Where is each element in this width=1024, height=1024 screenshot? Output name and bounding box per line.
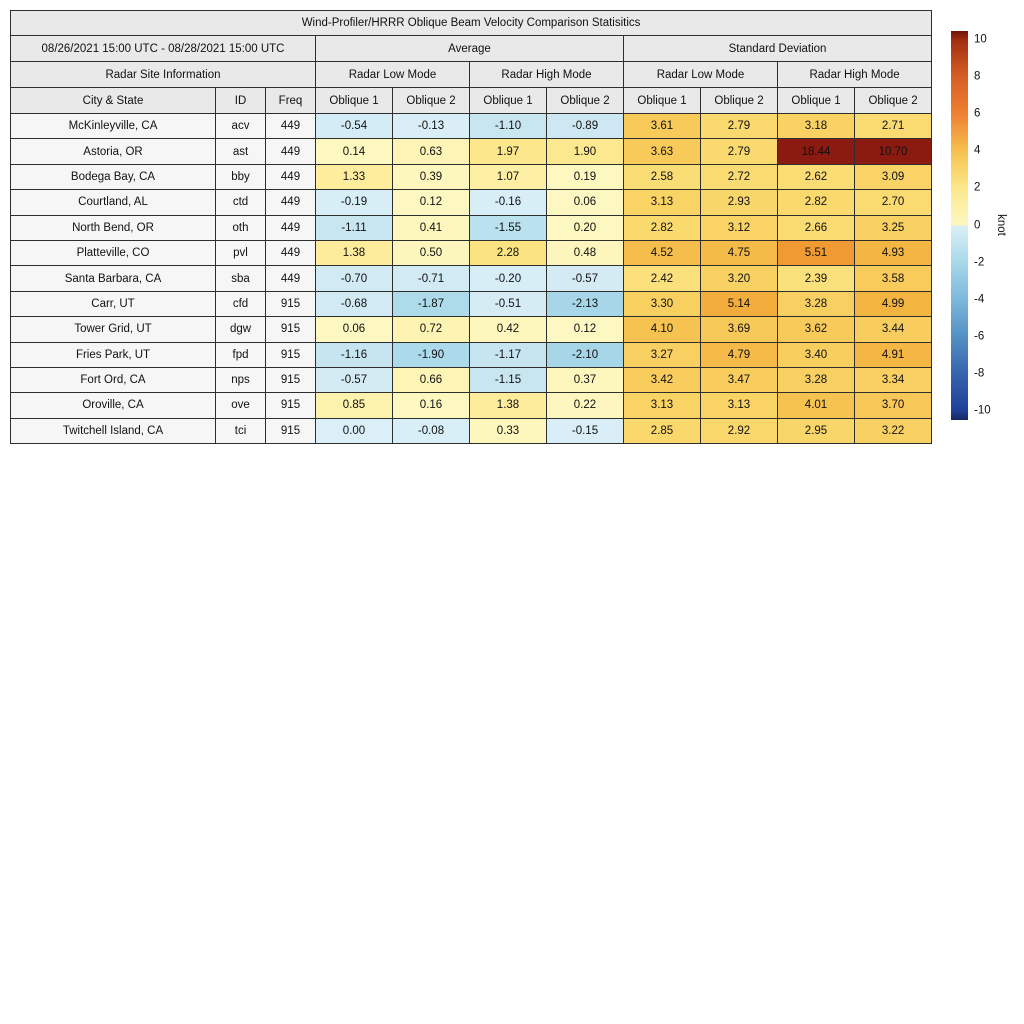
colorbar-tick-label: -8 [974, 366, 985, 379]
value-cell: -1.15 [470, 367, 547, 392]
site-info-header: Radar Site Information [11, 62, 316, 88]
value-cell: 3.30 [624, 291, 701, 316]
avg-low-oblique1-header: Oblique 1 [316, 88, 393, 114]
value-cell: 2.62 [778, 164, 855, 189]
value-cell: -1.87 [393, 291, 470, 316]
freq-cell: 915 [266, 367, 316, 392]
value-cell: -0.51 [470, 291, 547, 316]
value-cell: -2.10 [547, 342, 624, 367]
value-cell: 2.82 [624, 215, 701, 240]
colorbar-gradient [951, 31, 968, 420]
value-cell: 4.91 [855, 342, 932, 367]
city-state-header: City & State [11, 88, 216, 114]
city-cell: Twitchell Island, CA [11, 418, 216, 443]
freq-cell: 449 [266, 114, 316, 139]
colorbar-tick-label: 2 [974, 181, 981, 194]
value-cell: 1.33 [316, 164, 393, 189]
id-cell: ove [216, 393, 266, 418]
value-cell: -0.89 [547, 114, 624, 139]
table-row [11, 240, 932, 265]
value-cell: 3.34 [855, 367, 932, 392]
freq-cell: 449 [266, 190, 316, 215]
colorbar-unit-label: knot [995, 214, 1007, 236]
value-cell: 3.13 [624, 393, 701, 418]
city-cell: Platteville, CO [11, 240, 216, 265]
columns-row [11, 88, 932, 114]
table-row [11, 114, 932, 139]
colorbar-tick-label: -10 [974, 403, 991, 416]
value-cell: 2.70 [855, 190, 932, 215]
value-cell: 0.12 [393, 190, 470, 215]
value-cell: -0.20 [470, 266, 547, 291]
statistics-table [10, 10, 932, 444]
value-cell: 10.70 [855, 139, 932, 164]
id-cell: ast [216, 139, 266, 164]
colorbar-tick-label: 4 [974, 144, 981, 157]
value-cell: 3.47 [701, 367, 778, 392]
value-cell: 2.79 [701, 139, 778, 164]
table-row [11, 190, 932, 215]
city-cell: North Bend, OR [11, 215, 216, 240]
id-cell: acv [216, 114, 266, 139]
id-cell: bby [216, 164, 266, 189]
value-cell: 3.18 [778, 114, 855, 139]
value-cell: 0.06 [547, 190, 624, 215]
group-row [11, 36, 932, 62]
average-group-header: Average [316, 36, 624, 62]
colorbar-tick-label: 10 [974, 33, 987, 46]
freq-cell: 915 [266, 291, 316, 316]
colorbar-tick-label: -2 [974, 255, 985, 268]
value-cell: -1.17 [470, 342, 547, 367]
value-cell: 5.51 [778, 240, 855, 265]
value-cell: 3.28 [778, 291, 855, 316]
value-cell: 0.20 [547, 215, 624, 240]
city-cell: Santa Barbara, CA [11, 266, 216, 291]
freq-cell: 915 [266, 418, 316, 443]
value-cell: 0.37 [547, 367, 624, 392]
std-low-oblique1-header: Oblique 1 [624, 88, 701, 114]
value-cell: -0.19 [316, 190, 393, 215]
id-header: ID [216, 88, 266, 114]
value-cell: 4.01 [778, 393, 855, 418]
value-cell: -0.57 [547, 266, 624, 291]
value-cell: 3.42 [624, 367, 701, 392]
value-cell: -0.16 [470, 190, 547, 215]
value-cell: -1.11 [316, 215, 393, 240]
value-cell: 2.39 [778, 266, 855, 291]
value-cell: 0.72 [393, 317, 470, 342]
std-high-oblique2-header: Oblique 2 [855, 88, 932, 114]
table-row [11, 291, 932, 316]
value-cell: 3.70 [855, 393, 932, 418]
table-row [11, 164, 932, 189]
city-cell: Oroville, CA [11, 393, 216, 418]
table-row [11, 266, 932, 291]
id-cell: dgw [216, 317, 266, 342]
colorbar [951, 31, 1024, 420]
value-cell: 0.22 [547, 393, 624, 418]
avg-low-mode-header: Radar Low Mode [316, 62, 470, 88]
value-cell: 2.85 [624, 418, 701, 443]
id-cell: pvl [216, 240, 266, 265]
table-row [11, 367, 932, 392]
freq-cell: 915 [266, 342, 316, 367]
value-cell: -0.54 [316, 114, 393, 139]
city-cell: Carr, UT [11, 291, 216, 316]
value-cell: 0.06 [316, 317, 393, 342]
city-cell: Tower Grid, UT [11, 317, 216, 342]
value-cell: 3.62 [778, 317, 855, 342]
value-cell: -0.70 [316, 266, 393, 291]
value-cell: 4.75 [701, 240, 778, 265]
value-cell: 0.12 [547, 317, 624, 342]
value-cell: 3.44 [855, 317, 932, 342]
period-header: 08/26/2021 15:00 UTC - 08/28/2021 15:00 UTC [11, 36, 316, 62]
freq-cell: 449 [266, 240, 316, 265]
table-row [11, 139, 932, 164]
table-row [11, 393, 932, 418]
value-cell: -0.71 [393, 266, 470, 291]
freq-cell: 915 [266, 393, 316, 418]
value-cell: 3.63 [624, 139, 701, 164]
value-cell: -1.10 [470, 114, 547, 139]
freq-cell: 449 [266, 164, 316, 189]
table-row [11, 342, 932, 367]
value-cell: 4.52 [624, 240, 701, 265]
value-cell: 2.95 [778, 418, 855, 443]
value-cell: 1.38 [316, 240, 393, 265]
city-cell: Fries Park, UT [11, 342, 216, 367]
value-cell: 3.13 [701, 393, 778, 418]
value-cell: 0.66 [393, 367, 470, 392]
value-cell: 0.33 [470, 418, 547, 443]
table-row [11, 317, 932, 342]
freq-cell: 449 [266, 215, 316, 240]
colorbar-tick-label: -4 [974, 292, 985, 305]
std-high-mode-header: Radar High Mode [778, 62, 932, 88]
value-cell: -0.57 [316, 367, 393, 392]
freq-cell: 915 [266, 317, 316, 342]
value-cell: 3.28 [778, 367, 855, 392]
value-cell: 0.50 [393, 240, 470, 265]
city-cell: Fort Ord, CA [11, 367, 216, 392]
std-low-mode-header: Radar Low Mode [624, 62, 778, 88]
value-cell: 0.39 [393, 164, 470, 189]
avg-high-oblique2-header: Oblique 2 [547, 88, 624, 114]
colorbar-tick-label: 8 [974, 70, 981, 83]
value-cell: -0.13 [393, 114, 470, 139]
value-cell: 4.99 [855, 291, 932, 316]
value-cell: 18.44 [778, 139, 855, 164]
mode-row [11, 62, 932, 88]
colorbar-tick-label: 0 [974, 218, 981, 231]
value-cell: 3.13 [624, 190, 701, 215]
value-cell: -1.55 [470, 215, 547, 240]
value-cell: 2.66 [778, 215, 855, 240]
value-cell: 3.20 [701, 266, 778, 291]
value-cell: 0.48 [547, 240, 624, 265]
colorbar-tick-label: 6 [974, 107, 981, 120]
city-cell: McKinleyville, CA [11, 114, 216, 139]
value-cell: -0.68 [316, 291, 393, 316]
avg-high-oblique1-header: Oblique 1 [470, 88, 547, 114]
id-cell: ctd [216, 190, 266, 215]
value-cell: -0.15 [547, 418, 624, 443]
value-cell: 0.16 [393, 393, 470, 418]
value-cell: 2.58 [624, 164, 701, 189]
value-cell: 0.14 [316, 139, 393, 164]
id-cell: tci [216, 418, 266, 443]
freq-cell: 449 [266, 139, 316, 164]
value-cell: 0.85 [316, 393, 393, 418]
value-cell: 0.41 [393, 215, 470, 240]
value-cell: 0.00 [316, 418, 393, 443]
freq-cell: 449 [266, 266, 316, 291]
value-cell: 1.07 [470, 164, 547, 189]
avg-high-mode-header: Radar High Mode [470, 62, 624, 88]
table-row [11, 215, 932, 240]
value-cell: 0.42 [470, 317, 547, 342]
std-group-header: Standard Deviation [624, 36, 932, 62]
id-cell: sba [216, 266, 266, 291]
std-high-oblique1-header: Oblique 1 [778, 88, 855, 114]
table-title: Wind-Profiler/HRRR Oblique Beam Velocity Comparison Statisitics [11, 11, 932, 36]
avg-low-oblique2-header: Oblique 2 [393, 88, 470, 114]
value-cell: -1.16 [316, 342, 393, 367]
value-cell: 3.69 [701, 317, 778, 342]
freq-header: Freq [266, 88, 316, 114]
value-cell: 4.79 [701, 342, 778, 367]
value-cell: 3.61 [624, 114, 701, 139]
value-cell: 2.28 [470, 240, 547, 265]
city-cell: Astoria, OR [11, 139, 216, 164]
value-cell: 2.82 [778, 190, 855, 215]
colorbar-tick-label: -6 [974, 329, 985, 342]
id-cell: nps [216, 367, 266, 392]
value-cell: 3.40 [778, 342, 855, 367]
value-cell: -1.90 [393, 342, 470, 367]
value-cell: 0.19 [547, 164, 624, 189]
city-cell: Courtland, AL [11, 190, 216, 215]
value-cell: 3.25 [855, 215, 932, 240]
value-cell: 2.93 [701, 190, 778, 215]
value-cell: 3.09 [855, 164, 932, 189]
title-row [11, 11, 932, 36]
value-cell: -2.13 [547, 291, 624, 316]
value-cell: 3.22 [855, 418, 932, 443]
value-cell: 1.90 [547, 139, 624, 164]
value-cell: 2.79 [701, 114, 778, 139]
value-cell: 3.27 [624, 342, 701, 367]
value-cell: 1.97 [470, 139, 547, 164]
value-cell: 3.12 [701, 215, 778, 240]
value-cell: 3.58 [855, 266, 932, 291]
id-cell: cfd [216, 291, 266, 316]
value-cell: 2.72 [701, 164, 778, 189]
std-low-oblique2-header: Oblique 2 [701, 88, 778, 114]
value-cell: 2.42 [624, 266, 701, 291]
table-body [11, 114, 932, 444]
value-cell: 0.63 [393, 139, 470, 164]
value-cell: -0.08 [393, 418, 470, 443]
value-cell: 4.10 [624, 317, 701, 342]
value-cell: 5.14 [701, 291, 778, 316]
table-row [11, 418, 932, 443]
value-cell: 1.38 [470, 393, 547, 418]
value-cell: 2.71 [855, 114, 932, 139]
value-cell: 2.92 [701, 418, 778, 443]
city-cell: Bodega Bay, CA [11, 164, 216, 189]
value-cell: 4.93 [855, 240, 932, 265]
id-cell: oth [216, 215, 266, 240]
id-cell: fpd [216, 342, 266, 367]
